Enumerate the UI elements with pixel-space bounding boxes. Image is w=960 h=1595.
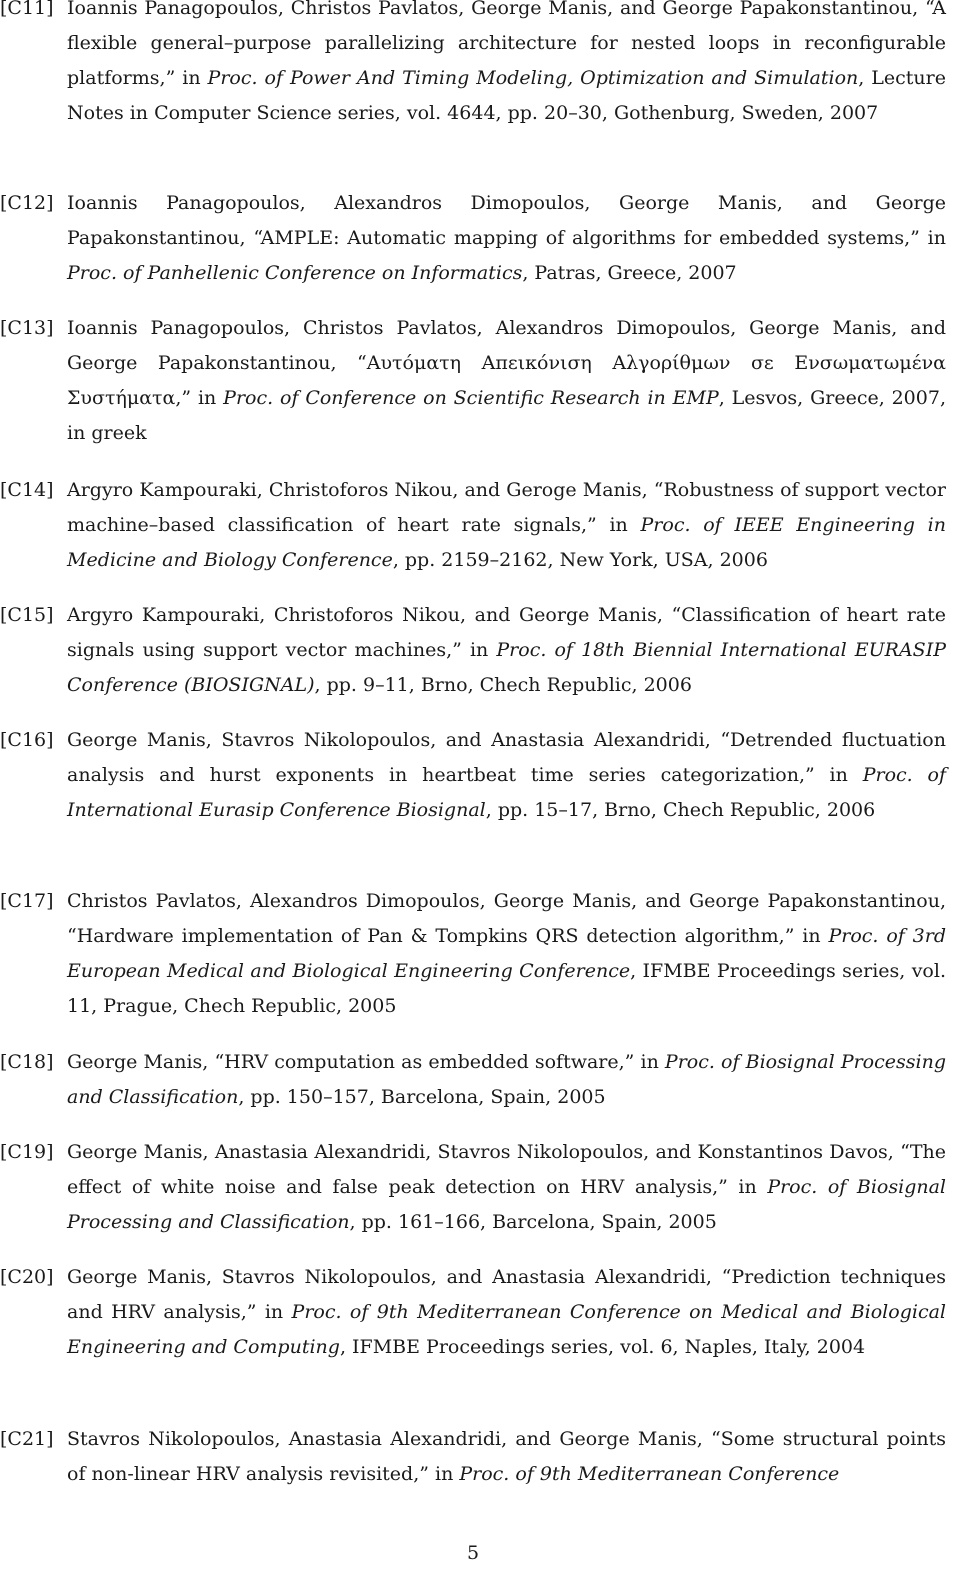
reference-authors-title: George Manis, Anastasia Alexandridi, Stavros Nikolopoulos, and Konstantinos Davos, “The effect of white noise and false peak detection on HRV analysis,” in [67,1141,946,1198]
reference-details: , Patras, Greece, 2007 [522,262,737,284]
reference-label: [C19] [0,1141,54,1163]
reference-text [67,723,946,828]
reference-text [67,598,946,703]
reference-authors-title: Argyro Kampouraki, Christoforos Nikou, and Geroge Manis, “Robustness of support vector machine–based classification of heart rate signals,” in [67,479,946,536]
reference-label: [C18] [0,1051,54,1073]
reference-label: [C11] [0,0,54,19]
reference-label: [C15] [0,604,54,626]
reference-label: [C21] [0,1428,54,1450]
reference-details: , IFMBE Proceedings series, vol. 6, Naples, Italy, 2004 [339,1336,866,1358]
reference-authors-title: George Manis, Stavros Nikolopoulos, and Anastasia Alexandridi, “Detrended fluctuation analysis and hurst exponents in heartbeat time series categorization,” in [67,729,946,786]
reference-venue: Proc. of IEEE Engineering in Medicine and Biology Conference [67,514,946,571]
reference-details: , pp. 161–166, Barcelona, Spain, 2005 [349,1211,717,1233]
reference-details: , Lesvos, Greece, 2007, in greek [67,387,946,444]
reference-authors-title: Ioannis Panagopoulos, Christos Pavlatos, Alexandros Dimopoulos, George Manis, and George Papakonstantinou, “Αυτόματη Απεικόνιση Αλγορίθμων σε Ενσωματωμένα Συστήματα,” in [67,317,946,409]
reference-details: , pp. 9–11, Brno, Chech Republic, 2006 [314,674,692,696]
reference-entry [0,1260,946,1365]
reference-authors-title: Stavros Nikolopoulos, Anastasia Alexandridi, and George Manis, “Some structural points of non-linear HRV analysis revisited,” in [67,1428,946,1485]
reference-details: , pp. 2159–2162, New York, USA, 2006 [392,549,768,571]
reference-authors-title: Christos Pavlatos, Alexandros Dimopoulos, George Manis, and George Papakonstantinou, “Hardware implementation of Pan & Tompkins QRS detection algorithm,” in [67,890,946,947]
reference-text [67,1422,946,1492]
reference-authors-title: George Manis, “HRV computation as embedded software,” in [67,1051,665,1073]
reference-label: [C16] [0,729,54,751]
reference-entry [0,598,946,703]
reference-label: [C12] [0,192,54,214]
reference-venue: Proc. of 9th Mediterranean Conference [459,1463,840,1485]
reference-entry [0,1135,946,1240]
reference-entry [0,1045,946,1115]
reference-authors-title: Argyro Kampouraki, Christoforos Nikou, and George Manis, “Classification of heart rate signals using support vector machines,” in [67,604,946,661]
reference-venue: Proc. of Biosignal Processing and Classification [67,1051,946,1108]
reference-entry [0,311,946,451]
reference-entry [0,186,946,291]
reference-label: [C20] [0,1266,54,1288]
reference-text [67,473,946,578]
page-number: 5 [466,1542,480,1564]
reference-label: [C13] [0,317,54,339]
reference-authors-title: Ioannis Panagopoulos, Christos Pavlatos, George Manis, and George Papakonstantinou, “A flexible general–purpose parallelizing architecture for nested loops in reconfigurable platforms,” in [67,0,946,89]
reference-entry [0,1422,946,1492]
reference-venue: Proc. of 18th Biennial International EURASIP Conference (BIOSIGNAL) [67,639,946,696]
reference-text [67,884,946,1024]
reference-venue: Proc. of Conference on Scientific Research in EMP [223,387,719,409]
reference-details: , pp. 150–157, Barcelona, Spain, 2005 [238,1086,606,1108]
reference-venue: Proc. of Panhellenic Conference on Informatics [67,262,523,284]
reference-venue: Proc. of 3rd European Medical and Biological Engineering Conference [67,925,946,982]
reference-text [67,0,946,131]
reference-details: , IFMBE Proceedings series, vol. 11, Prague, Chech Republic, 2005 [67,960,946,1017]
reference-text [67,1260,946,1365]
reference-text [67,311,946,451]
reference-label: [C17] [0,890,54,912]
reference-venue: Proc. of Power And Timing Modeling, Optimization and Simulation [207,67,859,89]
reference-venue: Proc. of Biosignal Processing and Classification [67,1176,946,1233]
reference-entry [0,473,946,578]
reference-label: [C14] [0,479,54,501]
reference-entry [0,884,946,1024]
reference-venue: Proc. of International Eurasip Conference Biosignal [67,764,946,821]
reference-authors-title: Ioannis Panagopoulos, Alexandros Dimopoulos, George Manis, and George Papakonstantinou, “AMPLE: Automatic mapping of algorithms for embedded systems,” in [67,192,946,249]
reference-text [67,1045,946,1115]
reference-venue: Proc. of 9th Mediterranean Conference on Medical and Biological Engineering and Computing [67,1301,946,1358]
reference-entry [0,0,946,131]
reference-entry [0,723,946,828]
reference-text [67,186,946,291]
reference-text [67,1135,946,1240]
reference-details: , pp. 15–17, Brno, Chech Republic, 2006 [485,799,876,821]
reference-details: , Lecture Notes in Computer Science series, vol. 4644, pp. 20–30, Gothenburg, Sweden, 2007 [67,67,947,124]
reference-authors-title: George Manis, Stavros Nikolopoulos, and Anastasia Alexandridi, “Prediction techniques and HRV analysis,” in [67,1266,946,1323]
